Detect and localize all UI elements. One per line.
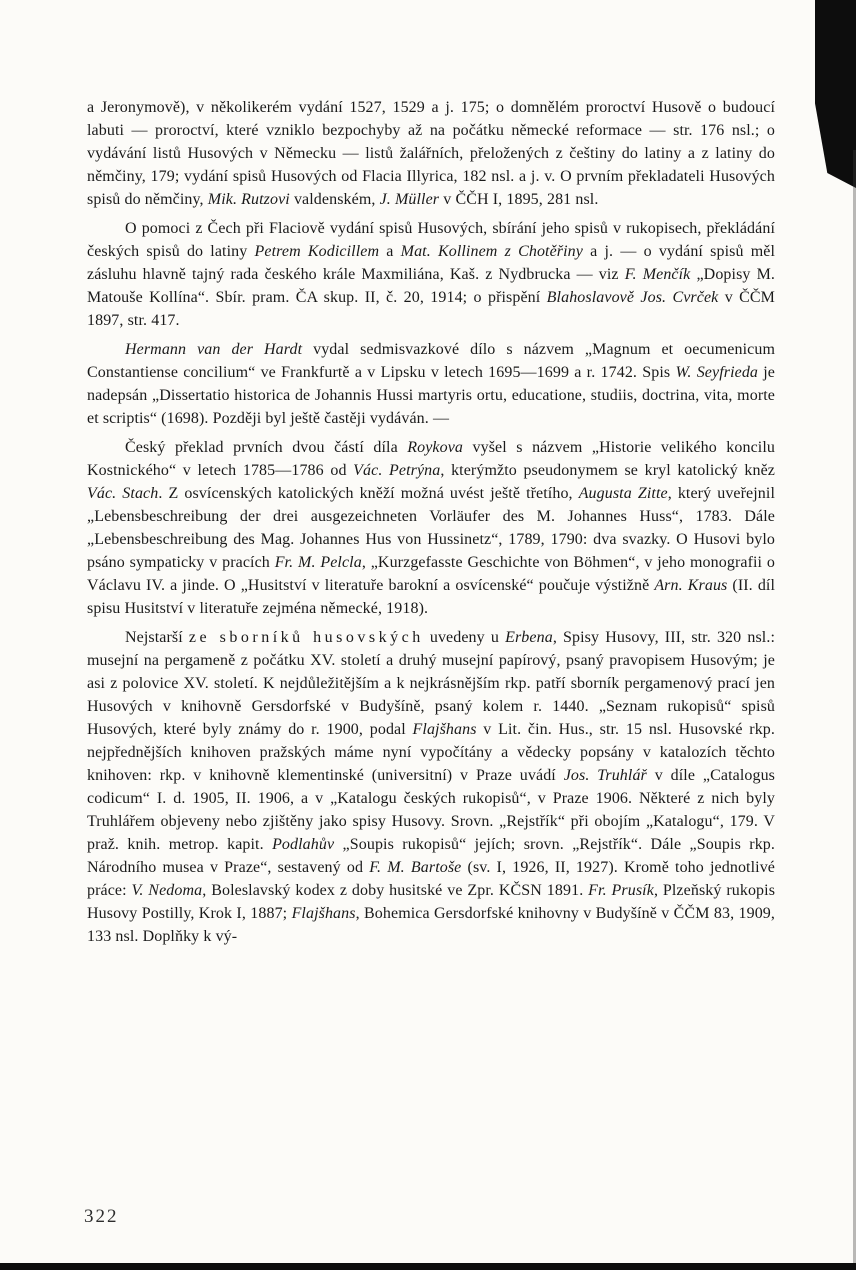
body-text: v Lit. čin. Hus., str. 15 nsl. Husovské rkp. nejpřednějších knihoven pražských máme nyní vypočítány a vědecky popsány v katalozích těchto knihoven: rkp. v knihovně klementinské (universitní) v Praze uvádí — [87, 721, 775, 784]
body-text: vyšel s názvem „Historie velikého koncilu Kostnického“ v letech 1785—1786 od — [87, 439, 775, 479]
italic-text: Jos. Truhlář — [563, 767, 647, 784]
body-text: , kterýmžto pseudonymem se kryl katolický kněz — [440, 462, 775, 479]
italic-text: Podlahův — [272, 836, 335, 853]
italic-text: Fr. M. Pelcla — [274, 554, 362, 571]
italic-text: Vác. Stach — [87, 485, 159, 502]
body-text: O pomoci z Čech při Flaciově vydání spisů Husových, sbírání jeho spisů v rukopisech, překládání českých spisů do latiny — [87, 220, 775, 260]
paragraph — [87, 217, 775, 332]
scan-artifact-bottom — [0, 1263, 856, 1270]
body-text: v ČČH I, 1895, 281 nsl. — [439, 191, 599, 208]
body-text: valdenském, — [289, 191, 380, 208]
italic-text: Flajšhans — [412, 721, 477, 738]
italic-text: Roykova — [407, 439, 464, 456]
body-text: Nejstarší — [125, 629, 189, 646]
body-text: Český překlad prvních dvou částí díla — [125, 439, 408, 456]
paragraph — [87, 436, 775, 620]
italic-text: W. Seyfrieda — [675, 364, 759, 381]
italic-text: Petrem Kodicillem — [254, 243, 380, 260]
body-text: (sv. I, 1926, II, 1927). Kromě toho jednotlivé práce: — [87, 859, 775, 899]
italic-text: Blahoslavově Jos. Cvrček — [546, 289, 719, 306]
paragraph — [87, 338, 775, 430]
paragraph — [87, 96, 775, 211]
body-text: , který uveřejnil „Lebensbeschreibung der drei ausgezeichneten Vorläufer des M. Johannes Huss“, 1783. Dále „Lebensbeschreibung des Mag. Johannes Hus von Hussinetz“, 1789, 1790: dva svazky. O Husovi bylo psáno sympaticky v pracích — [87, 485, 775, 571]
body-text: , „Kurzgefasste Geschichte von Böhmen“, v jeho monografii o Václavu IV. a jinde. O „Husitství v literatuře barokní a osvícenské“ poučuje výstižně — [87, 554, 775, 594]
body-text: „Soupis rukopisů“ jejích; srovn. „Rejstřík“. Dále „Soupis rkp. Národního musea v Praze“, sestavený od — [87, 836, 775, 876]
italic-text: F. M. Bartoše — [369, 859, 462, 876]
body-text: . Z osvícenských katolických kněží možná uvést ještě třetího, — [158, 485, 579, 502]
body-text: a Jeronymově), v několikerém vydání 1527, 1529 a j. 175; o domnělém proroctví Husově o budoucí labuti — proroctví, které vzniklo bezpochyby až na počátku německé reformace — str. 176 nsl.; o vydávání listů Husových v Německu — listů žalářních, přeložených z češtiny do latiny a z latiny do němčiny, 179; vydání spisů Husových od Flacia Illyrica, 182 nsl. a j. v. O prvním překladateli Husových spisů do němčiny, — [87, 99, 775, 208]
italic-text: Erbena — [505, 629, 553, 646]
italic-text: Fr. Prusík — [588, 882, 654, 899]
italic-text: Arn. Kraus — [654, 577, 728, 594]
body-text: je nadepsán „Dissertatio historica de Johannis Hussi martyris ortu, educatione, studiis, doctrina, vita, morte et scriptis“ (1698). Později byl ještě častěji vydáván. — — [87, 364, 776, 427]
italic-text: Flajšhans — [291, 905, 356, 922]
italic-text: V. Nedoma — [131, 882, 203, 899]
italic-text: Vác. Petrýna — [353, 462, 441, 479]
body-text: , Bohemica Gersdorfské knihovny v Budyšíně v ČČM 83, 1909, 133 nsl. Doplňky k vý- — [87, 905, 775, 945]
italic-text: Mat. Kollinem z Chotěřiny — [400, 243, 583, 260]
scan-artifact-top-right — [815, 0, 856, 188]
body-text: „Dopisy M. Matouše Kollína“. Sbír. pram. ČA skup. II, č. 20, 1914; o přispění — [87, 266, 775, 306]
body-text: , Plzeňský rukopis Husovy Postilly, Krok I, 1887; — [87, 882, 776, 922]
body-text: uvedeny u — [423, 629, 506, 646]
paragraph — [87, 626, 775, 948]
letterspaced-text: ze sborníků husovských — [188, 629, 424, 646]
italic-text: Augusta Zitte — [578, 485, 668, 502]
body-text: (II. díl spisu Husitství v literatuře zejména německé, 1918). — [87, 577, 776, 617]
body-text: , Boleslavský kodex z doby husitské ve Zpr. KČSN 1891. — [202, 882, 589, 899]
italic-text: F. Menčík — [624, 266, 691, 283]
body-text: v díle „Catalogus codicum“ I. d. 1905, II. 1906, a v „Katalogu českých rukopisů“, v Praze 1906. Některé z nich byly Truhlářem objeveny nebo zjištěny jako spisy Husovy. Srovn. „Rejstřík“ při obojím „Katalogu“, 179. V praž. knih. metrop. kapit. — [87, 767, 775, 853]
body-text: , Spisy Husovy, III, str. 320 nsl.: musejní na pergameně z počátku XV. století a druhý musejní papírový, psaný pravopisem Husovým; je asi z polovice XV. století. K nejdůležitějším a k nejkrásnějším rkp. patří sborník pergamenový prací jen Husových v knihovně Gersdorfské v Budyšíně, psaný kolem r. 1440. „Seznam rukopisů“ spisů Husových, které byly známy do r. 1900, podal — [87, 629, 775, 738]
body-text: a — [379, 243, 401, 260]
body-text: v ČČM 1897, str. 417. — [87, 289, 776, 329]
italic-text: J. Müller — [379, 191, 440, 208]
page-number: 322 — [84, 1206, 119, 1227]
body-text: vydal sedmisvazkové dílo s názvem „Magnum et oecumenicum Constantiense concilium“ ve Frankfurtě a v Lipsku v letech 1695—1699 a r. 1742. Spis — [87, 341, 775, 381]
text-block — [87, 96, 775, 954]
italic-text: Hermann van der Hardt — [125, 341, 303, 358]
body-text: a j. — o vydání spisů měl zásluhu hlavně tajný rada českého krále Maxmiliána, Kaš. z Nydbrucka — viz — [87, 243, 775, 283]
italic-text: Mik. Rutzovi — [207, 191, 290, 208]
